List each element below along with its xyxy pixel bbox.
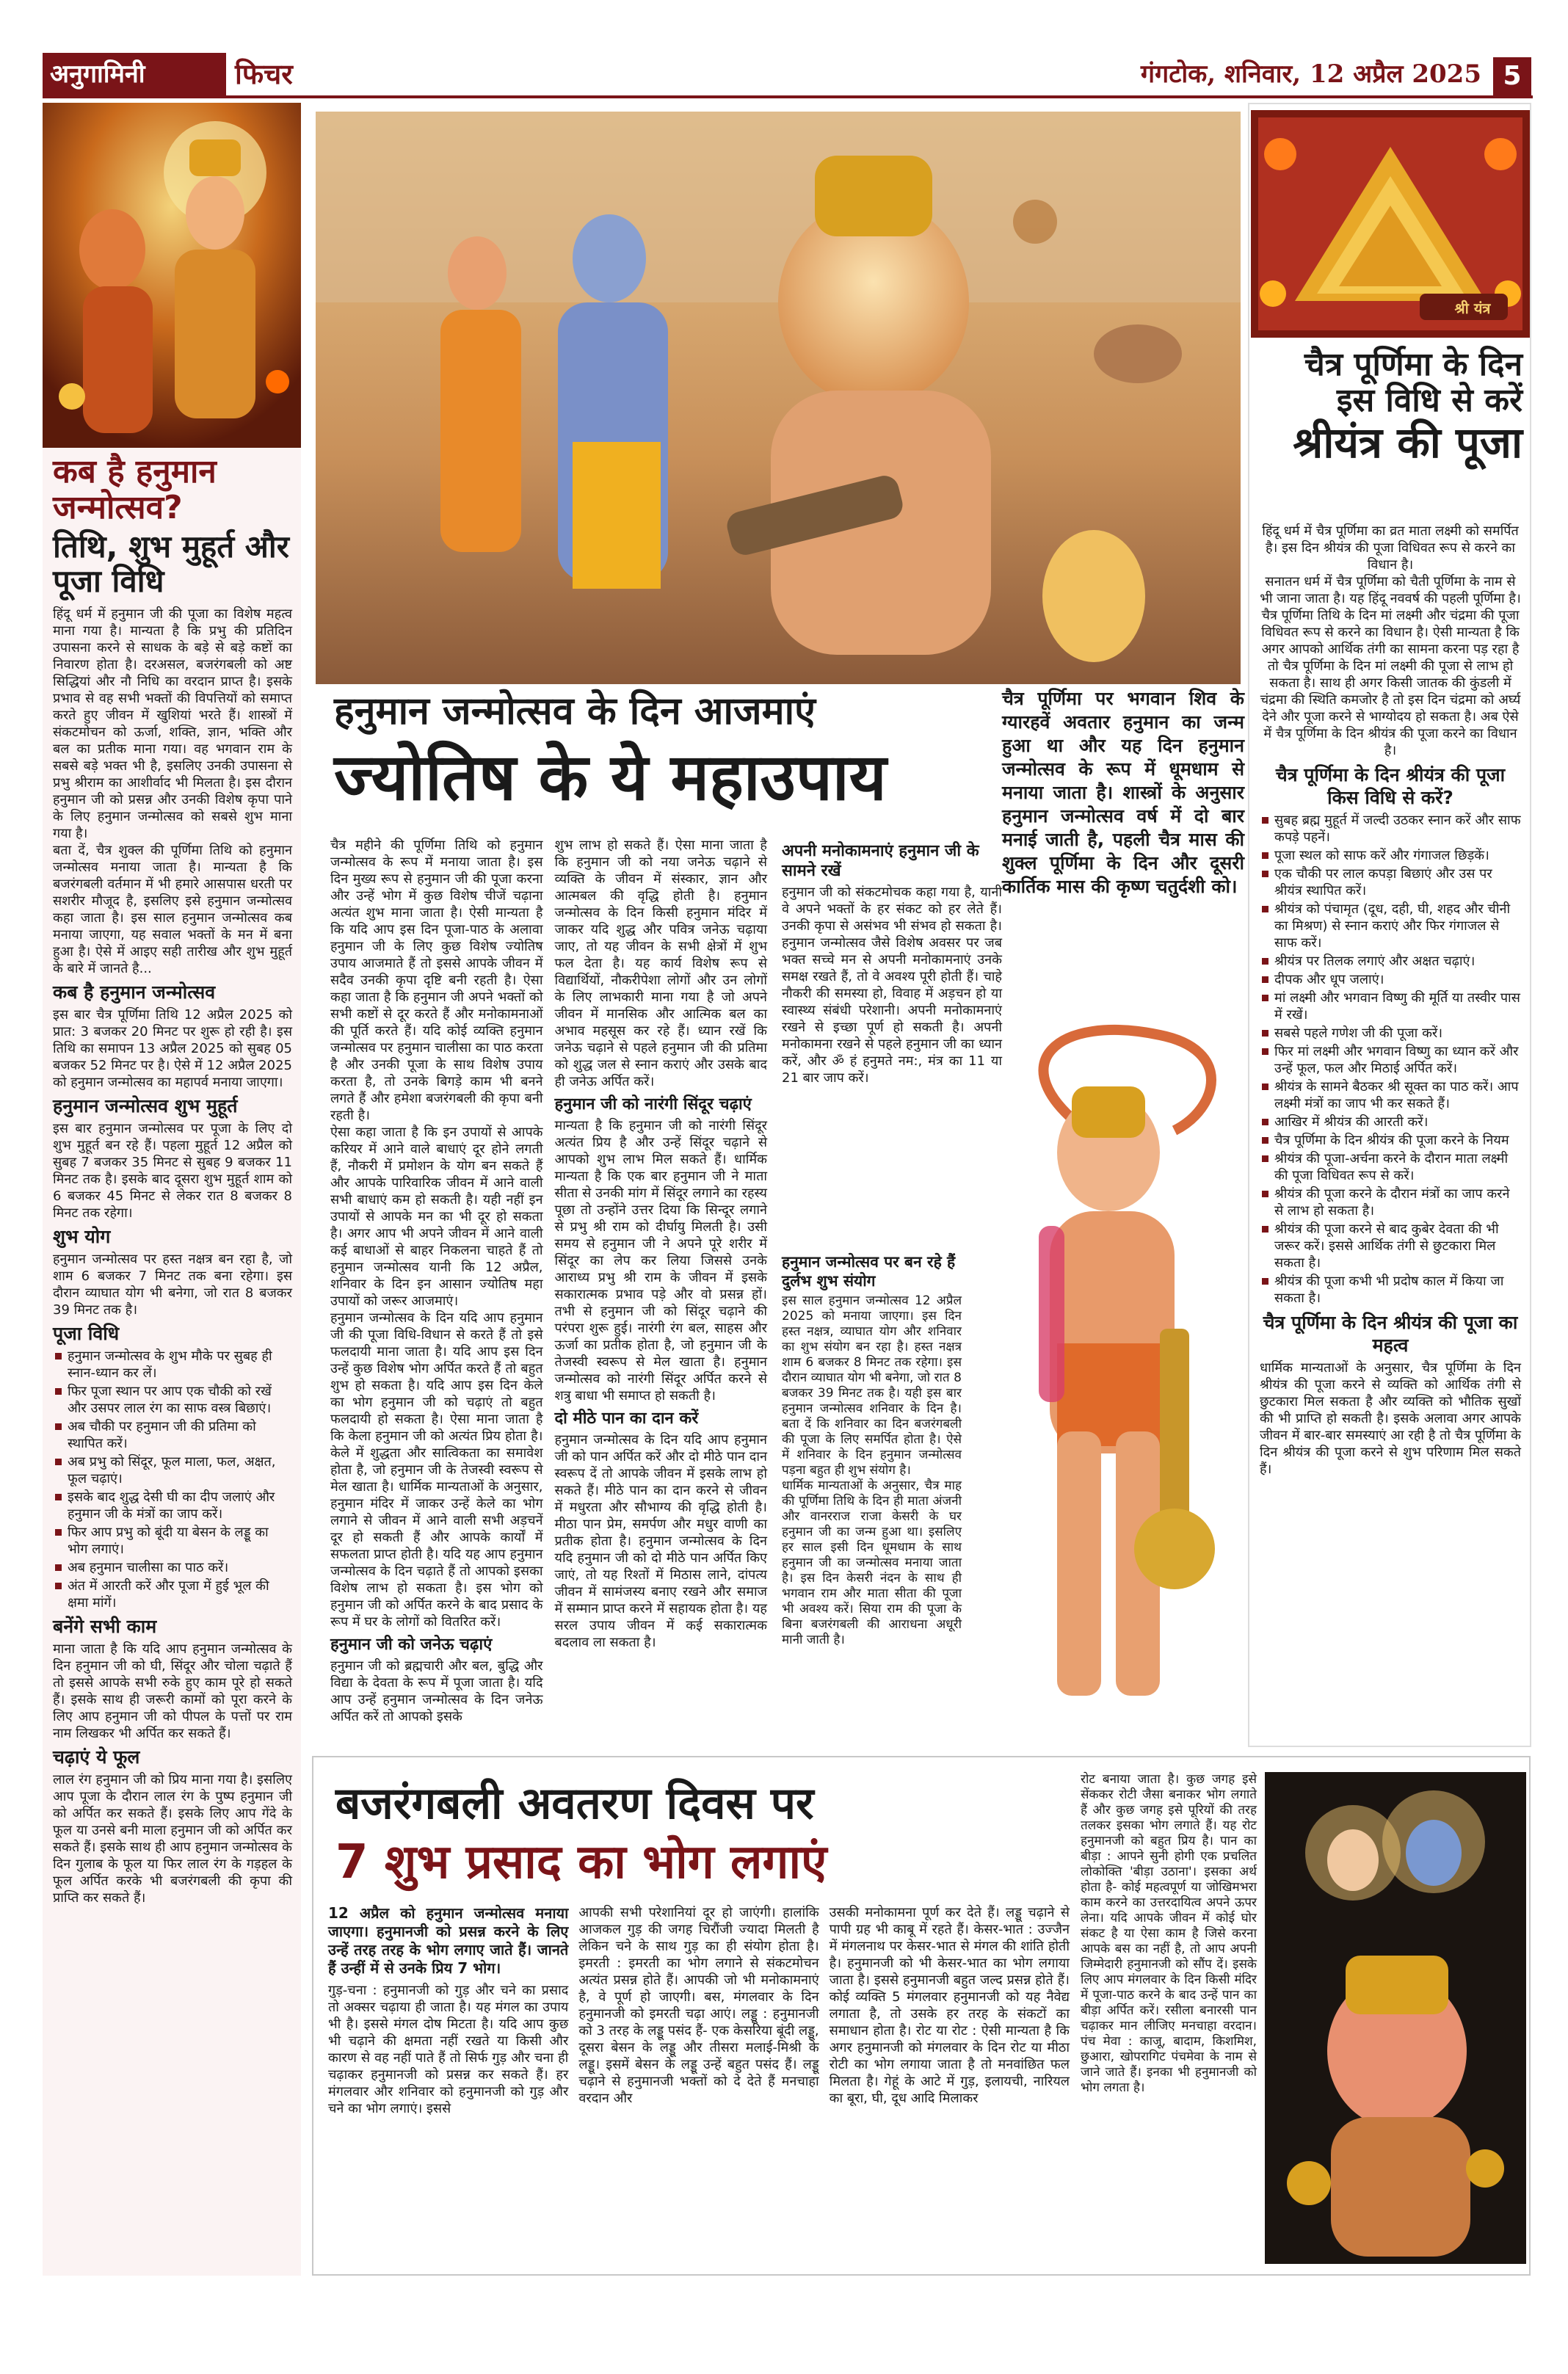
- list-item: इसके बाद शुद्ध देसी घी का दीप जलाएं और हनुमान जी के मंत्रों का जाप करें।: [53, 1489, 292, 1522]
- right-article: [1248, 103, 1531, 1747]
- list-item: श्रीयंत्र की पूजा-अर्चना करने के दौरान माता लक्ष्मी की पूजा विधिवत रूप से करें।: [1260, 1150, 1521, 1184]
- list-item: सुबह ब्रह्म मुहूर्त में जल्दी उठकर स्नान करें और साफ कपड़े पहनें।: [1260, 812, 1521, 846]
- kaam-text: माना जाता है कि यदि आप हनुमान जन्मोत्सव के दिन हनुमान जी को घी, सिंदूर और चोला चढ़ाते हैं तो इससे आपके सभी रुके हुए काम पूरे हो सकते हैं। इसके साथ ही जरूरी कामों को पूरा करने के लिए आप हनुमान जी को पीपल के पत्तों पर राम नाम लिखकर भी अर्पित कर सकते हैं।: [53, 1641, 292, 1741]
- list-item: पूजा स्थल को साफ करें और गंगाजल छिड़कें।: [1260, 847, 1521, 864]
- prasad-col-2: आपकी सभी परेशानियां दूर हो जाएंगी। हालांकि आजकल गुड़ की जगह चिरौंजी ज्यादा मिलती है लेकिन चने के साथ गुड़ का ही संयोग होता है। इमरती : इमरती का भोग लगाने से संकटमोचन अत्यंत प्रसन्न होते हैं। आपकी जो भी मनोकामनाएं है, वे पूर्ण हो जाएगी। बस, मंगलवार के दिन हनुमानजी को इमरती चढ़ा आएं। लड्डू : हनुमानजी को 3 तरह के लड्डू पसंद हैं- एक केसरिया बूंदी लड्डू, दूसरा बेसन के लड्डू और तीसरा मलाई-मिश्री के लड्डू। इसमें बेसन के लड्डू उन्हें बहुत पसंद हैं। लड्डू चढ़ाने से हनुमानजी भक्तों को दे देते हैं मनचाहा वरदान और: [578, 1905, 819, 2106]
- sub-kaam: बनेंगे सभी काम: [53, 1615, 157, 1637]
- right-headline-3: श्रीयंत्र की पूजा: [1293, 417, 1522, 468]
- shri-yantra-image: [1251, 110, 1530, 338]
- sanyog-para-2: धार्मिक मान्यताओं के अनुसार, चैत्र माह की पूर्णिमा तिथि के दिन ही माता अंजनी और वानरराज राजा केसरी के घर हनुमान जी का जन्म हुआ था। इसलिए हर साल इसी दिन धूमधाम के साथ हनुमान जी का जन्मोत्सव मनाया जाता है। इस दिन केसरी नंदन के साथ ही भगवान राम और माता सीता की पूजा भी अवश्य करें। सिया राम की पूजा के बिना बजरंगबली की आराधना अधूरी मानी जाती है।: [782, 1478, 962, 1647]
- col2-para-2: मान्यता है कि हनुमान जी को नारंगी सिंदूर अत्यंत प्रिय है और उन्हें सिंदूर चढ़ाने से आपको शुभ लाभ मिल सकते हैं। धार्मिक मान्यता है कि एक बार हनुमान जी ने माता सीता से उनकी मांग में सिंदूर लगाने का रहस्य पूछा तो उन्होंने उत्तर दिया कि सिन्दूर लगाने से प्रभु श्री राम को दीर्घायु मिलती है। उसी समय से हनुमान जी ने अपने पूरे शरीर में सिंदूर का लेप कर लिया जिससे उनके आराध्य प्रभु श्री राम के जीवन में इसके सकारात्मक प्रभाव पड़े और वो प्रसन्न हों। तभी से हनुमान जी को सिंदूर चढ़ाने की परंपरा शुरू हुई। नारंगी रंग बल, साहस और ऊर्जा का प्रतीक होता है, जो हनुमान जी के तेजस्वी स्वरूप से मेल खाता है। हनुमान जन्मोत्सव को नारंगी सिंदूर अर्पित करने से शत्रु बाधा भी समाप्त हो सकती है।: [554, 1118, 767, 1404]
- left-intro-1: हिंदू धर्म में हनुमान जी की पूजा का विशेष महत्व माना गया है। मान्यता है कि प्रभु की प्रतिदिन उपासना करने से साधक के बड़े से बड़े कष्टों का निवारण होता है। दरअसल, बजरंगबली को अष्ट सिद्धियां और नौ निधि का वरदान प्राप्त है। इसके प्रभाव से वह सभी भक्तों की विपत्तियों को समाप्त करते हुए जीवन में खुशियां भरते हैं। शास्त्रों में संकटमोचन को ऊर्जा, शक्ति, ज्ञान, भक्ति और बल का प्रतीक माना गया। वह भगवान राम के सबसे बड़े भक्त भी है, इसलिए उनकी उपासना से प्रभु श्रीराम का आशीर्वाद भी मिलता है। इस दौरान हनुमान जी को प्रसन्न और उनकी विशेष कृपा पाने के लिए हनुमान जन्मोत्सव को सबसे शुभ माना गया है।: [53, 606, 292, 841]
- left-headline-black: तिथि, शुभ मुहूर्त और पूजा विधि: [53, 528, 289, 599]
- hanuman-ram-sita-image: [1265, 1772, 1526, 2264]
- callout-text: चैत्र पूर्णिमा पर भगवान शिव के ग्यारहवें अवतार हनुमान का जन्म हुआ था और यह दिन हनुमान जन्मोत्सव के रूप में धूमधाम से मनाया जाता है। शास्त्रों के अनुसार हनुमान जन्मोत्सव वर्ष में दो बार मनाई जाती है, पहली चैत्र मास की शुक्ल पूर्णिमा के दिन और दूसरी कार्तिक मास की कृष्ण चतुर्दशी को।: [1002, 688, 1244, 897]
- phool-text: लाल रंग हनुमान जी को प्रिय माना गया है। इसलिए आप पूजा के दौरान लाल रंग के पुष्प हनुमान जी को अर्पित कर सकते हैं। इसके लिए आप गेंदे के फूल या उनसे बनी माला हनुमान जी को अर्पित कर सकते हैं। इसके साथ ही आप हनुमान जन्मोत्सव के दिन गुलाब के फूल या फिर लाल रंग के गड़हल के फूल अर्पित करके भी बजरंगबली की कृपा की प्राप्ति कर सकते हैं।: [53, 1771, 292, 1906]
- list-item: आखिर में श्रीयंत्र की आरती करें।: [1260, 1114, 1521, 1130]
- center-headline-2: ज्योतिष के ये महाउपाय: [334, 739, 887, 815]
- yantra-steps-list: [1260, 812, 1521, 1307]
- list-item: अब प्रभु को सिंदूर, फूल माला, फल, अक्षत, फूल चढ़ाएं।: [53, 1453, 292, 1487]
- left-article: [43, 103, 301, 2276]
- col2-para-1: शुभ लाभ हो सकते हैं। ऐसा माना जाता है कि हनुमान जी को नया जनेऊ चढ़ाने से व्यक्ति के जीवन में संस्कार, ज्ञान और आत्मबल की वृद्धि होती है। हनुमान जन्मोत्सव के दिन किसी हनुमान मंदिर में जाकर यदि शुद्ध और पवित्र जनेऊ चढ़ाया जाए, तो यह जीवन के सभी क्षेत्रों में शुभ फल देता है। यह कार्य विशेष रूप से विद्यार्थियों, नौकरीपेशा लोगों और उन लोगों के लिए लाभकारी माना गया है जो अपने जीवन में मानसिक और आत्मिक बल का अभाव महसूस कर रहे हैं। ध्यान रखें कि जनेऊ चढ़ाने से पहले हनुमान जी की प्रतिमा को शुद्ध जल से स्नान कराएं और उसके बाद ही जनेऊ अर्पित करें।: [554, 838, 767, 1089]
- date-text: इस बार चैत्र पूर्णिमा तिथि 12 अप्रैल 2025 को प्रात: 3 बजकर 20 मिनट पर शुरू हो रही है। इस तिथि का समापन 13 अप्रैल 2025 को सुबह 05 बजकर 52 मिनट पर है। ऐसे में 12 अप्रैल 2025 को हनुमान जन्मोत्सव का महापर्व मनाया जाएगा।: [53, 1006, 292, 1090]
- right-headline-1: चैत्र पूर्णिमा के दिन: [1304, 346, 1522, 383]
- prasad-col-4: रोट बनाया जाता है। कुछ जगह इसे सेंककर रोटी जैसा बनाकर भोग लगाते हैं और कुछ जगह इसे पूरियों की तरह तलकर इसका भोग लगाते हैं। यह रोट हनुमानजी को बहुत प्रिय है। पान का बीड़ा : आपने सुनी होगी एक प्रचलित लोकोक्ति 'बीड़ा उठाना'। इसका अर्थ होता है- कोई महत्वपूर्ण या जोखिमभरा काम करने का उत्तरदायित्व अपने ऊपर लेना। यदि आपके जीवन में कोई घोर संकट है या ऐसा काम है जिसे करना आपके बस का नहीं है, तो आप अपनी जिम्मेदारी हनुमानजी को सौंप दें। इसके लिए आप मंगलवार के दिन किसी मंदिर में पूजा-पाठ करने के बाद उन्हें पान का बीड़ा अर्पित करें। रसीला बनारसी पान चढ़ाकर मान लीजिए मनचाहा वरदान। पंच मेवा : काजू, बादाम, किशमिश, छुआरा, खोपरागिट पंचमेवा के नाम से जाने जाते हैं। इनका भी हनुमानजी को भोग लगता है।: [1081, 1772, 1257, 2095]
- center-article: [312, 103, 1248, 1747]
- col3-para-1: हनुमान जी को संकटमोचक कहा गया है, यानी वे अपने भक्तों के हर संकट को हर लेते हैं। उनकी कृपा से असंभव भी संभव हो सकता है। हनुमान जन्मोत्सव जैसे विशेष अवसर पर जब भक्त सच्चे मन से अपनी मनोकामनाएं उनके समक्ष रखते हैं, तो वे अवश्य पूरी होती हैं। चाहे नौकरी की समस्या हो, विवाह में अड़चन हो या स्वास्थ्य संबंधी परेशानी। अपनी मनोकामनाएं रखने से इच्छा पूर्ण हो सकती है। अपनी मनोकामना रखने से पहले हनुमान जी का ध्यान करें, और ॐ हं हनुमते नम:, मंत्र का 11 या 21 बार जाप करें।: [782, 885, 1002, 1086]
- shri-yantra-caption: श्री यंत्र: [1454, 300, 1491, 317]
- right-para-3: धार्मिक मान्यताओं के अनुसार, चैत्र पूर्णिमा के दिन श्रीयंत्र की पूजा करने से व्यक्ति को आर्थिक तंगी से छुटकारा मिल सकता है और व्यक्ति को भौतिक सुखों की भी प्राप्ति हो सकती है। इसके अलावा अगर आपके जीवन में बार-बार समस्याएं आ रही है तो चैत्र पूर्णिमा के दिन श्रीयंत्र की पूजा करने से शुभ परिणाम मिल सकते हैं।: [1260, 1360, 1521, 1477]
- list-item: चैत्र पूर्णिमा के दिन श्रीयंत्र की पूजा करने के नियम: [1260, 1132, 1521, 1149]
- col1-para-4: हनुमान जी को ब्रह्मचारी और बल, बुद्धि और विद्या के देवता के रूप में पूजा जाता है। यदि आप उन्हें हनुमान जन्मोत्सव के दिन जनेऊ अर्पित करें तो आपको इसके: [330, 1658, 543, 1724]
- col1-para-3: हनुमान जन्मोत्सव के दिन यदि आप हनुमान जी की पूजा विधि-विधान से करते हैं तो इसे फलदायी माना जाता है। यदि आप इस दिन उन्हें कुछ विशेष भोग अर्पित करते हैं तो बहुत शुभ हो सकता है। यदि आप इस दिन केले का भोग हनुमान जी को चढ़ाएं तो बहुत फलदायी हो सकता है। ऐसा माना जाता है कि केला हनुमान जी को अत्यंत प्रिय होता है। केले में शुद्धता और सात्विकता का समावेश होता है, जो हनुमान जी के तेजस्वी स्वरूप से मेल खाता है। धार्मिक मान्यताओं के अनुसार, हनुमान मंदिर में जाकर उन्हें केले का भोग लगाने से जीवन में आने वाली सभी अड़चनें दूर हो सकती हैं और आपके कार्यों में सफलता प्राप्त होती है। यदि यह आप हनुमान जन्मोत्सव के दिन चढ़ाते हैं तो आपको इसका विशेष लाभ हो सकता है। इस भोग को हनुमान जी को अर्पित करने के बाद प्रसाद के रूप में घर के लोगों को वितरित करें।: [330, 1310, 543, 1630]
- list-item: श्रीयंत्र की पूजा करने से बाद कुबेर देवता की भी जरूर करें। इससे आर्थिक तंगी से छुटकारा मिल सकता है।: [1260, 1221, 1521, 1271]
- sub-puja: पूजा विधि: [53, 1322, 120, 1344]
- sub-phool: चढ़ाएं ये फूल: [53, 1746, 140, 1768]
- hanuman-ram-image: [43, 103, 301, 448]
- right-subhead-2: चैत्र पूर्णिमा के दिन श्रीयंत्र की पूजा का महत्व: [1263, 1312, 1518, 1356]
- sub-date: कब है हनुमान जन्मोत्सव: [53, 981, 216, 1003]
- list-item: मां लक्ष्मी और भगवान विष्णु की मूर्ति या तस्वीर पास में रखें।: [1260, 990, 1521, 1023]
- list-item: अब हनुमान चालीसा का पाठ करें।: [53, 1559, 292, 1576]
- hanuman-standing-image: [969, 1020, 1244, 1747]
- yog-text: हनुमान जन्मोत्सव पर हस्त नक्षत्र बन रहा है, जो शाम 6 बजकर 7 मिनट तक बना रहेगा। इस दौरान व्याघात योग भी बनेगा, जो रात 8 बजकर 39 मिनट तक है।: [53, 1251, 292, 1318]
- puja-steps-list: [53, 1348, 292, 1611]
- list-item: श्रीयंत्र की पूजा करने के दौरान मंत्रों का जाप करने से लाभ हो सकता है।: [1260, 1186, 1521, 1219]
- list-item: श्रीयंत्र पर तिलक लगाएं और अक्षत चढ़ाएं।: [1260, 953, 1521, 970]
- list-item: फिर आप प्रभु को बूंदी या बेसन के लड्डू का भोग लगाएं।: [53, 1524, 292, 1558]
- list-item: दीपक और धूप जलाएं।: [1260, 971, 1521, 988]
- list-item: फिर पूजा स्थान पर आप एक चौकी को रखें और उसपर लाल रंग का साफ वस्त्र बिछाएं।: [53, 1383, 292, 1417]
- left-headline-red: कब है हनुमान जन्मोत्सव?: [53, 453, 217, 527]
- prasad-col-3: उसकी मनोकामना पूर्ण कर देते हैं। लड्डू चढ़ाने से पापी ग्रह भी काबू में रहते हैं। केसर-भात : उज्जैन में मंगलनाथ पर केसर-भात से मंगल की शांति होती है। हनुमानजी को भी केसर-भात का भोग लगाया जाता है। इससे हनुमानजी बहुत जल्द प्रसन्न होते हैं। कोई व्यक्ति 5 मंगलवार हनुमानजी को यह नैवेद्य लगाता है, तो उसके हर तरह के संकटों का समाधान होता है। रोट या रोट : ऐसी मान्यता है कि अगर हनुमानजी को मंगलवार के दिन रोट या मीठा रोटी का भोग लगाया जाता है तो मनवांछित फल मिलता है। गेहूं के आटे में गुड़, इलायची, नारियल का बूरा, घी, दूध आदि मिलाकर: [829, 1905, 1070, 2106]
- center-headline-1: हनुमान जन्मोत्सव के दिन आजमाएं: [334, 689, 816, 733]
- sub-yog: शुभ योग: [53, 1225, 111, 1247]
- col3-subhead: अपनी मनोकामनाएं हनुमान जी के सामने रखें: [782, 842, 979, 880]
- col1-para-1: चैत्र महीने की पूर्णिमा तिथि को हनुमान जन्मोत्सव के रूप में मनाया जाता है। इस दिन मुख्य रूप से हनुमान जी की पूजा करना और उन्हें भोग में कुछ विशेष चीजें चढ़ाना अत्यंत शुभ माना जाता है। ऐसी मान्यता है कि यदि आप इस दिन पूजा-पाठ के अलावा हनुमान जी के लिए कुछ विशेष ज्योतिष उपाय आजमाते हैं तो इससे आपके जीवन में सदैव उनकी कृपा दृष्टि बनी रहती है। ऐसा कहा जाता है कि हनुमान जी अपने भक्तों को सभी कष्टों से दूर करते हैं और मनोकामनाओं की पूर्ति करते हैं। यदि कोई व्यक्ति हनुमान जन्मोत्सव पर हनुमान चालीसा का पाठ करता है और उनकी पूजा के साथ विशेष उपाय करता है, तो उनके बिगड़े काम भी बनने लगते हैं और हमेशा बजरंगबली की कृपा बनी रहती है।: [330, 838, 543, 1123]
- list-item: एक चौकी पर लाल कपड़ा बिछाएं और उस पर श्रीयंत्र स्थापित करें।: [1260, 865, 1521, 899]
- right-para-2: सनातन धर्म में चैत्र पूर्णिमा को चैती पूर्णिमा के नाम से भी जाना जाता है। यह हिंदू नववर्ष की पहली पूर्णिमा है। चैत्र पूर्णिमा तिथि के दिन मां लक्ष्मी और चंद्रमा की पूजा विधिवत रूप से करने का विधान है। ऐसी मान्यता है कि अगर आपको आर्थिक तंगी का सामना करना पड़ रहा है तो चैत्र पूर्णिमा के दिन मां लक्ष्मी की पूजा से लाभ हो सकता है। साथ ही अगर किसी जातक की कुंडली में चंद्रमा की स्थिति कमजोर है तो इस दिन चंद्रमा को अर्घ्य देने और पूजा करने से भाग्योदय हो सकता है। अब ऐसे में चैत्र पूर्णिमा के दिन श्रीयंत्र की पूजा करने का विधान है।: [1260, 574, 1521, 758]
- bottom-headline-2: 7 शुभ प्रसाद का भोग लगाएं: [335, 1835, 827, 1890]
- col2-subhead-2: दो मीठे पान का दान करें: [554, 1409, 699, 1428]
- list-item: श्रीयंत्र को पंचामृत (दूध, दही, घी, शहद और चीनी का मिश्रण) से स्नान कराएं और फिर गंगाजल से साफ करें।: [1260, 901, 1521, 951]
- list-item: श्रीयंत्र के सामने बैठकर श्री सूक्त का पाठ करें। आप लक्ष्मी मंत्रों का जाप भी कर सकते हैं।: [1260, 1078, 1521, 1112]
- left-intro-2: बता दें, चैत्र शुक्ल की पूर्णिमा तिथि को हनुमान जन्मोत्सव मनाया जाता है। मान्यता है कि बजरंगबली वर्तमान में भी हमारे आसपास धरती पर सशरीर मौजूद है, इसलिए इसे हनुमान जन्मोत्सव कहा जाता है। इस साल हनुमान जन्मोत्सव कब मनाया जाएगा, यह सवाल भक्तों के मन में बना हुआ है। ऐसे में आइए सही तारीख और शुभ मुहूर्त के बारे में जानते है...: [53, 842, 292, 976]
- ram-hanuman-painting: [316, 112, 1241, 684]
- right-headline-2: इस विधि से करें: [1336, 382, 1522, 420]
- right-para-1: हिंदू धर्म में चैत्र पूर्णिमा का व्रत माता लक्ष्मी को समर्पित है। इस दिन श्रीयंत्र की पूजा विधिवत रूप से करने का विधान है।: [1262, 523, 1519, 573]
- col2-para-3: हनुमान जन्मोत्सव के दिन यदि आप हनुमान जी को पान अर्पित करें और दो मीठे पान दान स्वरूप दें तो आपके जीवन में इसके लाभ हो सकते हैं। मीठे पान का दान करने से जीवन में मधुरता और सौभाग्य की वृद्धि होती है। मीठा पान प्रेम, समर्पण और मधुर वाणी का प्रतीक होता है। हनुमान जन्मोत्सव के दिन यदि हनुमान जी को दो मीठे पान अर्पित किए जाएं, तो यह रिश्तों में मिठास लाने, दांपत्य जीवन में सामंजस्य बनाए रखने और समाज में सम्मान प्राप्त करने में सहायक होता है। यह सरल उपाय जीवन में कई सकारात्मक बदलाव ला सकता है।: [554, 1432, 767, 1650]
- bottom-headline-1: बजरंगबली अवतरण दिवस पर: [335, 1778, 814, 1829]
- prasad-intro: 12 अप्रैल को हनुमान जन्मोत्सव मनाया जाएगा। हनुमानजी को प्रसन्न करने के लिए उन्हें तरह तरह के भोग लगाए जाते हैं। जानते हैं उन्हीं में से उनके प्रिय 7 भोग।: [328, 1904, 569, 1977]
- masthead: [43, 53, 1533, 98]
- col1-para-2: ऐसा कहा जाता है कि इन उपायों से आपके करियर में आने वाले बाधाएं दूर होने लगती हैं, नौकरी में प्रमोशन के योग बन सकते हैं और आपके पारिवारिक जीवन में आने वाली सभी बाधाएं कम हो सकती है। यही नहीं इन उपायों से आपके मन का भी दूर हो सकता है। अगर आप भी अपने जीवन में आने वाली कई बाधाओं से बाहर निकलना चाहते हैं तो हनुमान जन्मोत्सव यानी कि 12 अप्रैल, शनिवार के दिन इन आसान ज्योतिष महा उपायों को जरूर आजमाएं।: [330, 1125, 543, 1309]
- newspaper-brand: अनुगामिनी: [43, 53, 226, 95]
- page-number: 5: [1493, 57, 1531, 95]
- col1-subhead: हनुमान जी को जनेऊ चढ़ाएं: [330, 1636, 493, 1654]
- prasad-article: [312, 1756, 1531, 2276]
- sanyog-headline: हनुमान जन्मोत्सव पर बन रहे हैं दुर्लभ शुभ संयोग: [782, 1253, 956, 1290]
- dateline: गंगटोक, शनिवार, 12 अप्रैल 2025: [1140, 59, 1481, 89]
- right-subhead-1: चैत्र पूर्णिमा के दिन श्रीयंत्र की पूजा किस विधि से करें?: [1275, 764, 1506, 808]
- section-name: फिचर: [235, 58, 293, 90]
- list-item: सबसे पहले गणेश जी की पूजा करें।: [1260, 1025, 1521, 1042]
- sanyog-box: [782, 1248, 962, 1648]
- list-item: हनुमान जन्मोत्सव के शुभ मौके पर सुबह ही स्नान-ध्यान कर लें।: [53, 1348, 292, 1382]
- list-item: फिर मां लक्ष्मी और भगवान विष्णु का ध्यान करें और उन्हें फूल, फल और मिठाई अर्पित करें।: [1260, 1043, 1521, 1077]
- sanyog-para-1: इस साल हनुमान जन्मोत्सव 12 अप्रैल 2025 को मनाया जाएगा। इस दिन हस्त नक्षत्र, व्याघात योग और शनिवार का शुभ संयोग बन रहा है। हस्त नक्षत्र शाम 6 बजकर 8 मिनट तक रहेगा। इस दौरान व्याघात योग भी बनेगा, जो रात 8 बजकर 39 मिनट तक है। यही इस बार हनुमान जन्मोत्सव शनिवार के दिन है। बता दें कि शनिवार का दिन बजरंगबली की पूजा के लिए समर्पित होता है। ऐसे में शनिवार के दिन हनुमान जन्मोत्सव पड़ना बहुत ही शुभ संयोग है।: [782, 1293, 962, 1478]
- center-callout: [1002, 687, 1244, 1032]
- list-item: अंत में आरती करें और पूजा में हुई भूल की क्षमा मांगें।: [53, 1578, 292, 1611]
- sub-muhurat: हनुमान जन्मोत्सव शुभ मुहूर्त: [53, 1095, 238, 1117]
- prasad-col-1: गुड़-चना : हनुमानजी को गुड़ और चने का प्रसाद तो अक्सर चढ़ाया ही जाता है। यह मंगल का उपाय भी है। इससे मंगल दोष मिटता है। यदि आप कुछ भी चढ़ाने की क्षमता नहीं रखते या किसी और कारण से वह नहीं पाते हैं तो सिर्फ गुड़ और चना ही चढ़ाकर हनुमानजी को प्रसन्न कर सकते हैं। हर मंगलवार और शनिवार को हनुमानजी को गुड़ और चने का भोग लगाएं। इससे: [328, 1983, 569, 2116]
- list-item: श्रीयंत्र की पूजा कभी भी प्रदोष काल में किया जा सकता है।: [1260, 1273, 1521, 1307]
- muhurat-text: इस बार हनुमान जन्मोत्सव पर पूजा के लिए दो शुभ मुहूर्त बन रहे हैं। पहला मुहूर्त 12 अप्रैल को सुबह 7 बजकर 35 मिनट से सुबह 9 बजकर 11 मिनट तक है। इसके बाद दूसरा शुभ मुहूर्त शाम को 6 बजकर 45 मिनट से लेकर रात 8 बजकर 8 मिनट तक रहेगा।: [53, 1120, 292, 1221]
- col2-subhead-1: हनुमान जी को नारंगी सिंदूर चढ़ाएं: [554, 1095, 752, 1114]
- list-item: अब चौकी पर हनुमान जी की प्रतिमा को स्थापित करें।: [53, 1418, 292, 1452]
